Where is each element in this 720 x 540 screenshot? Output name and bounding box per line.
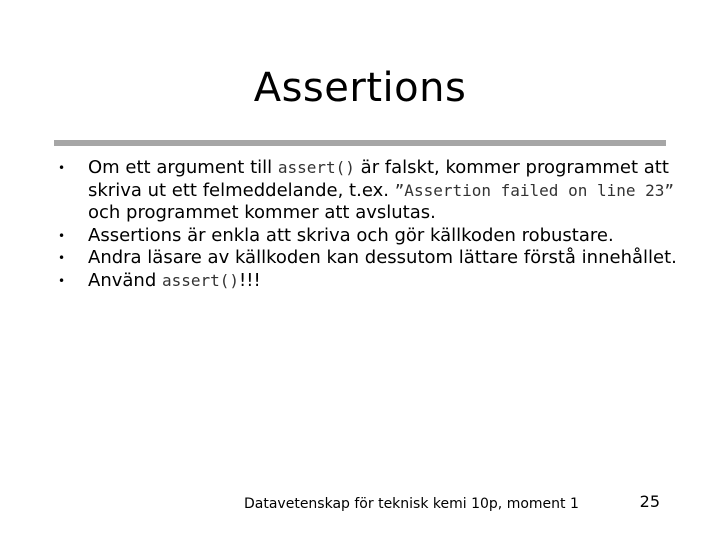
bullet-text xyxy=(88,225,614,246)
code-segment: ”Assertion failed on line 23” xyxy=(394,180,675,200)
title-divider xyxy=(54,140,666,146)
text-segment: Om ett argument till xyxy=(88,157,278,178)
text-segment: är falskt, kommer programmet att skriva ut ett felmeddelande, t.ex. xyxy=(88,157,669,201)
bullet-item xyxy=(58,270,678,293)
footer-text: Datavetenskap för teknisk kemi 10p, moment 1 xyxy=(244,496,579,512)
bullet-item xyxy=(58,247,678,270)
bullet-list xyxy=(58,157,678,292)
text-segment: och programmet kommer att avslutas. xyxy=(88,202,436,223)
text-segment: Använd xyxy=(88,269,162,291)
page-number: 25 xyxy=(639,492,660,511)
text-segment: Assertions är enkla att skriva och gör källkoden robustare. xyxy=(88,224,614,246)
code-segment: assert() xyxy=(277,158,355,177)
bullet-text xyxy=(88,270,261,291)
text-segment: Andra läsare av källkoden kan dessutom lättare förstå innehållet. xyxy=(88,247,677,268)
code-segment: assert() xyxy=(161,270,240,290)
bullet-text xyxy=(88,247,677,268)
bullet-dot-icon: • xyxy=(58,161,66,175)
bullet-dot-icon: • xyxy=(58,273,66,288)
bullet-item xyxy=(58,225,678,248)
slide-title: Assertions xyxy=(253,65,467,111)
text-segment: !!! xyxy=(239,269,261,291)
bullet-item xyxy=(58,157,678,225)
bullet-dot-icon: • xyxy=(58,251,66,265)
bullet-text xyxy=(88,157,674,223)
bullet-dot-icon: • xyxy=(58,228,66,243)
